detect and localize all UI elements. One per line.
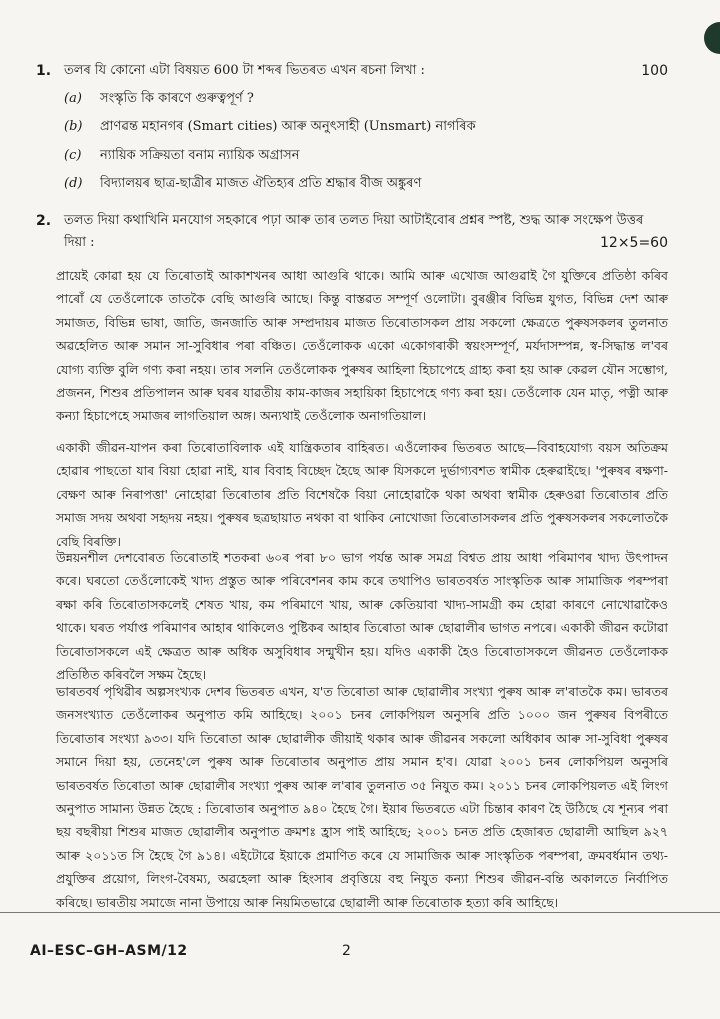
option-b-label: (b) (64, 119, 83, 134)
option-c-label: (c) (64, 148, 82, 163)
option-b-text: প্ৰাণৱন্ত মহানগৰ (Smart cities) আৰু অনুৎসাহী (Unsmart) নাগৰিক (100, 119, 476, 134)
option-a (64, 88, 664, 110)
question-2-header (36, 210, 676, 256)
passage-paragraph-1: প্ৰায়েই কোৱা হয় যে তিৰোতাই আকাশখনৰ আধা আগুৰি থাকে। আমি আৰু এখোজ আগুৱাই গৈ যুক্তিৰে প্ৰতিষ্ঠা কৰিব পাৰোঁ যে তেওঁলোকে তাতকৈ বেছি আগুৰি আছে। কিন্তু বাস্তৱত সম্পূৰ্ণ ওলোটা। বুৰঞ্জীৰ বিভিন্ন যুগত, বিভিন্ন দেশ আৰু সমাজত, বিভিন্ন ভাষা, জাতি, জনজাতি আৰু সম্প্ৰদায়ৰ মাজত তিৰোতাসকল প্ৰায় সকলো ক্ষেত্ৰতে পুৰুষসকলৰ তুলনাত অৱহেলিত আৰু সমান সা-সুবিধাৰ পৰা বঞ্চিত। তেওঁলোকক একো একোগৰাকী স্বয়ংসম্পূৰ্ণ, মৰ্যদাসম্পন্ন, স্ব-সিদ্ধান্ত ল'বৰ যোগ্য ব্যক্তি বুলি গণ্য কৰা নহয়। তাৰ সলনি তেওঁলোকক পুৰুষৰ আহিলা হিচাপেহে গ্ৰাহ্য কৰা হয় আৰু কেৱল যৌন সম্ভোগ, প্ৰজনন, শিশুৰ প্ৰতিপালন আৰু ঘৰৰ যাৱতীয় কাম-কাজৰ সহায়িকা হিচাপেহে গণ্য কৰা হয়। তেওঁলোক যেন মাতৃ, পত্নী আৰু কন্যা হিচাপেহে সমাজৰ লাগতিয়াল অঙ্গ। অন্যথাই তেওঁলোক অনাগতিয়াল। (56, 268, 668, 424)
option-c-text: ন্যায়িক সক্ৰিয়তা বনাম ন্যায়িক অগ্ৰাসন (100, 148, 300, 163)
passage-paragraph-3: উন্নয়নশীল দেশবোৰত তিৰোতাই শতকৰা ৬০ৰ পৰা ৮০ ভাগ পৰ্যন্ত আৰু সমগ্ৰ বিশ্বত প্ৰায় আধা পৰিমাণৰ খাদ্য উৎপাদন কৰে। ঘৰতো তেওঁলোকেই খাদ্য প্ৰস্তুত আৰু পৰিবেশনৰ কাম কৰে তথাপিও ভাৰতবৰ্ষত সাংস্কৃতিক আৰু সামাজিক পৰম্পৰা ৰক্ষা কৰি তিৰোতাসকলেই শেষত খায়, কম পৰিমাণে খায়, আৰু কেতিয়াবা খাদ্য-সামগ্ৰী কম হোৱা কাৰণে নোখোৱাকৈও থাকে। ঘৰত পৰ্যাপ্ত পৰিমাণৰ আহাৰ থাকিলেও পুষ্টিকৰ আহাৰ তিৰোতা আৰু ছোৱালীৰ ভাগত নপৰে। একাকী জীৱন কটোৱা তিৰোতাসকলে এই ক্ষেত্ৰত আৰু অধিক অসুবিধাৰ সন্মুখীন হয়। যদিও একাকী হৈও তিৰোতাসকলে জীৱনত তেওঁলোকক প্ৰতিষ্ঠিত কৰিবলৈ সক্ষম হৈছে। (56, 550, 668, 683)
option-a-label: (a) (64, 91, 82, 106)
passage-paragraph-4: ভাৰতবৰ্ষ পৃথিৱীৰ অল্পসংখ্যক দেশৰ ভিতৰত এখন, য'ত তিৰোতা আৰু ছোৱালীৰ সংখ্যা পুৰুষ আৰু ল'ৰাতকৈ কম। ভাৰতৰ জনসংখ্যাত তেওঁলোকৰ অনুপাত কমি আহিছে। ২০০১ চনৰ লোকপিয়ল অনুসৰি প্ৰতি ১০০০ জন পুৰুষৰ বিপৰীতে তিৰোতাৰ সংখ্যা ৯৩৩। যদি তিৰোতা আৰু ছোৱালীক জীয়াই থকাৰ আৰু জীৱনৰ সকলো অধিকাৰ আৰু সা-সুবিধা পুৰুষৰ সমানে দিয়া হয়, তেনেহ'লে পুৰুষ আৰু তিৰোতাৰ অনুপাত প্ৰায় সমান হ'ব। যোৱা ২০০১ চনৰ লোকপিয়ল অনুসৰি ভাৰতবৰ্ষত তিৰোতা আৰু ছোৱালীৰ সংখ্যা পুৰুষ আৰু ল'ৰাৰ তুলনাত ৩৫ নিযুত কম। ২০১১ চনৰ লোকপিয়লত এই লিংগ অনুপাত সামান্য উন্নত হৈছে : তিৰোতাৰ অনুপাত ৯৪০ হৈছে গৈ। ইয়াৰ ভিতৰতে এটা চিন্তাৰ কাৰণ হৈ উঠিছে যে শূন্যৰ পৰা ছয় বছৰীয়া শিশুৰ মাজত ছোৱালীৰ অনুপাত ক্ৰমশঃ হ্ৰাস পাই আহিছে; ২০০১ চনত প্ৰতি হেজাৰত ছোৱালী আছিল ৯২৭ আৰু ২০১১ত সি হৈছে গৈ ৯১৪। এইটোৱে ইয়াকে প্ৰমাণিত কৰে যে সামাজিক আৰু সাংস্কৃতিক পৰম্পৰা, ক্ৰমবৰ্ধমান তথ্য-প্ৰযুক্তিৰ প্ৰয়োগ, লিংগ-বৈষম্য, অৱহেলা আৰু হিংসাৰ প্ৰবৃত্তিয়ে বহু নিযুত কন্যা শিশুৰ জীৱন-বন্তি অকালতে নিৰ্বাপিত কৰিছে। ভাৰতীয় সমাজে নানা উপায়ে আৰু নিয়মিতভাৱে ছোৱালী আৰু তিৰোতাক হত্যা কৰি আহিছে। (56, 684, 668, 910)
option-d-text: বিদ্যালয়ৰ ছাত্ৰ-ছাত্ৰীৰ মাজত ঐতিহ্যৰ প্ৰতি শ্ৰদ্ধাৰ বীজ অঙ্কুৰণ (100, 176, 422, 191)
page-number: 2 (342, 943, 351, 959)
page-edge-mark (704, 22, 720, 54)
question-1-number: 1. (36, 63, 52, 79)
paper-code: AI–ESC–GH–ASM/12 (30, 943, 188, 959)
option-a-text: সংস্কৃতি কি কাৰণে গুৰুত্বপূৰ্ণ ? (100, 91, 254, 106)
question-2-marks: 12×5=60 (600, 235, 668, 251)
option-b (64, 116, 664, 138)
question-2-text: তলত দিয়া কথাখিনি মনযোগ সহকাৰে পঢ়া আৰু তাৰ তলত দিয়া আটাইবোৰ প্ৰশ্নৰ স্পষ্ট, শুদ্ধ আৰু সংক্ষেপ উত্তৰ দিয়া : (64, 213, 644, 250)
option-d (64, 173, 664, 195)
question-1-text: তলৰ যি কোনো এটা বিষয়ত 600 টা শব্দৰ ভিতৰত এখন ৰচনা লিখা : (64, 63, 425, 78)
question-1-marks: 100 (641, 63, 668, 79)
question-2-number: 2. (36, 213, 52, 229)
question-1-header (36, 60, 676, 82)
option-c (64, 145, 664, 167)
footer-divider (0, 912, 720, 913)
passage-paragraph-2: একাকী জীৱন-যাপন কৰা তিৰোতাবিলাক এই যান্ত্ৰিকতাৰ বাহিৰত। এওঁলোকৰ ভিতৰত আছে—বিবাহযোগ্য বয়স অতিক্ৰম হোৱাৰ পাছতো যাৰ বিয়া হোৱা নাই, যাৰ বিবাহ বিচ্ছেদ হৈছে আৰু যিসকলে দুৰ্ভাগ্যবশত স্বামীক হেৰুৱাইছে। 'পুৰুষৰ ৰক্ষণা-বেক্ষণ আৰু নিৰাপত্তা' নোহোৱা তিৰোতাৰ প্ৰতি বিশেষকৈ বিয়া নোহোৱাকৈ থকা অথবা স্বামীক হেৰুওৱা তিৰোতাৰ প্ৰতি সমাজ সদয় অথবা সহৃদয় নহয়। পুৰুষৰ ছত্ৰছায়াত নথকা বা থাকিব নোখোজা তিৰোতাসকলৰ প্ৰতি পুৰুষসকলৰ সকলোতকৈ বেছি বিৰক্তি। (56, 440, 668, 549)
option-d-label: (d) (64, 176, 83, 191)
